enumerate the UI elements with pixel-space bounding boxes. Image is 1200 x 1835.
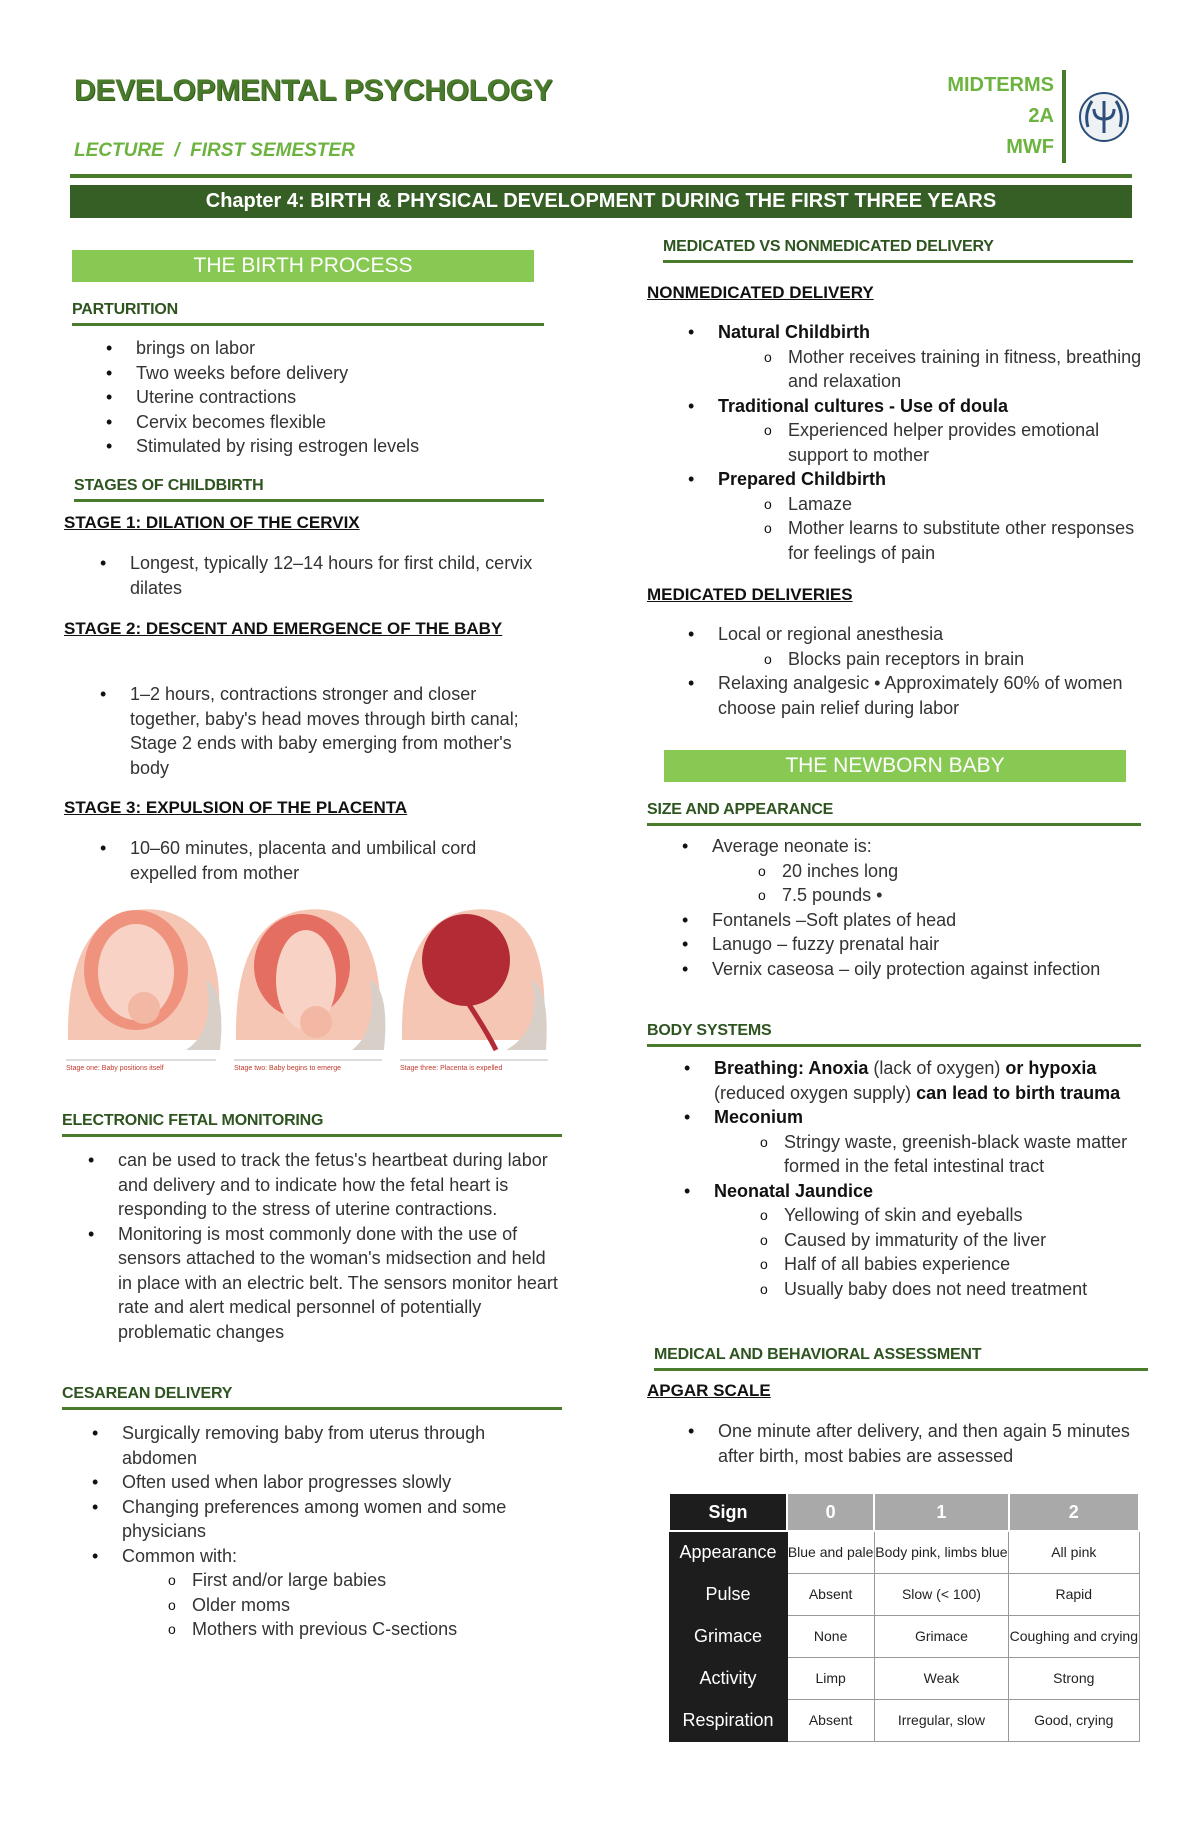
nonmedicated-heading: NONMEDICATED DELIVERY	[647, 283, 874, 302]
table-row	[669, 1699, 1139, 1741]
parturition-list	[96, 336, 556, 459]
cesarean-heading: CESAREAN DELIVERY	[62, 1385, 562, 1410]
list-item: • One minute after delivery, and then again 5 minutes after birth, most babies are assessed	[678, 1419, 1148, 1468]
table-cell: Coughing and crying	[1009, 1615, 1139, 1657]
list-subitem: o Experienced helper provides emotional support to mother	[678, 418, 1144, 467]
traditional-cultures-label: Traditional cultures - Use of doula	[718, 395, 1009, 416]
list-subitem: o Caused by immaturity of the liver	[674, 1228, 1144, 1253]
list-item	[674, 1105, 1144, 1130]
list-item: • Longest, typically 12–14 hours for first child, cervix dilates	[90, 551, 540, 600]
table-cell: Blue and pale	[787, 1531, 874, 1573]
midterms-label: MIDTERMS	[947, 74, 1054, 96]
list-item: • Cervix becomes flexible	[96, 410, 556, 435]
list-item: • Two weeks before delivery	[96, 361, 556, 386]
stage-two-illustration	[234, 909, 385, 1060]
stage-one-illustration	[66, 909, 221, 1060]
figure-caption-stage-two: Stage two: Baby begins to emerge	[234, 1065, 342, 1072]
medicated-heading: MEDICATED DELIVERIES	[647, 585, 853, 604]
figure-caption-stage-three: Stage three: Placenta is expelled	[400, 1065, 503, 1072]
body-systems-heading: BODY SYSTEMS	[647, 1022, 1141, 1047]
document-title: DEVELOPMENTAL PSYCHOLOGY	[74, 74, 553, 107]
medicated-list	[678, 622, 1144, 720]
header-score-0: 0	[787, 1493, 874, 1531]
breathing-text: (lack of oxygen)	[868, 1058, 1006, 1078]
hypoxia-text: (reduced oxygen supply)	[714, 1082, 917, 1103]
efm-heading: ELECTRONIC FETAL MONITORING	[62, 1112, 562, 1137]
birth-trauma-text: can lead to birth trauma	[916, 1082, 1121, 1103]
stage3-heading: STAGE 3: EXPULSION OF THE PLACENTA	[64, 798, 408, 817]
header-score-2: 2	[1009, 1493, 1139, 1531]
list-item: • Uterine contractions	[96, 385, 556, 410]
list-item: • 10–60 minutes, placenta and umbilical cord expelled from mother	[90, 836, 540, 885]
table-cell: Absent	[787, 1573, 874, 1615]
sign-cell: Pulse	[669, 1573, 787, 1615]
stage2-list	[90, 682, 550, 780]
childbirth-stages-figure	[66, 900, 550, 1072]
table-row	[669, 1615, 1139, 1657]
sign-cell: Activity	[669, 1657, 787, 1699]
jaundice-label: Neonatal Jaundice	[714, 1180, 874, 1201]
list-item: • Stimulated by rising estrogen levels	[96, 434, 556, 459]
table-cell: Limp	[787, 1657, 874, 1699]
list-subitem: o Mother receives training in fitness, breathing and relaxation	[678, 345, 1144, 394]
nonmedicated-list	[678, 320, 1144, 565]
apgar-heading: APGAR SCALE	[647, 1381, 771, 1400]
list-item: • 1–2 hours, contractions stronger and closer together, baby's head moves through birth canal; Stage 2 ends with baby emerging from mother's body	[90, 682, 550, 780]
list-item	[678, 320, 1144, 345]
stage-three-illustration	[400, 909, 548, 1060]
natural-childbirth-label: Natural Childbirth	[718, 322, 870, 342]
list-item: • Vernix caseosa – oily protection against infection	[672, 957, 1142, 982]
table-row	[669, 1531, 1139, 1573]
stage2-heading: STAGE 2: DESCENT AND EMERGENCE OF THE BABY	[64, 619, 503, 638]
list-subitem: o Stringy waste, greenish-black waste matter formed in the fetal intestinal tract	[674, 1130, 1144, 1179]
list-item	[678, 394, 1144, 419]
list-subitem: o Older moms	[82, 1593, 562, 1618]
newborn-baby-banner: THE NEWBORN BABY	[664, 750, 1126, 782]
list-item	[674, 1179, 1144, 1204]
list-item: • can be used to track the fetus's heartbeat during labor and delivery and to indicate how the fetal heart is responding to the stress of uterine contractions.	[78, 1148, 558, 1222]
list-item: • brings on labor	[96, 336, 556, 361]
list-item	[678, 467, 1144, 492]
efm-list	[78, 1148, 558, 1344]
table-cell: Slow (< 100)	[874, 1573, 1008, 1615]
hypoxia-label: or hypoxia	[1005, 1058, 1097, 1078]
list-item: • Relaxing analgesic • Approximately 60% of women choose pain relief during labor	[678, 671, 1144, 720]
chapter-title: Chapter 4: BIRTH & PHYSICAL DEVELOPMENT DURING THE FIRST THREE YEARS	[70, 185, 1132, 218]
list-subitem: o 20 inches long	[672, 859, 1142, 884]
assessment-heading: MEDICAL AND BEHAVIORAL ASSESSMENT	[654, 1346, 1148, 1371]
list-item: • Average neonate is:	[672, 834, 1142, 859]
sign-cell: Respiration	[669, 1699, 787, 1741]
table-cell: Body pink, limbs blue	[874, 1531, 1008, 1573]
cesarean-list	[82, 1421, 562, 1642]
birth-process-banner: THE BIRTH PROCESS	[72, 250, 534, 282]
medicated-vs-nonmedicated-heading: MEDICATED VS NONMEDICATED DELIVERY	[663, 238, 1133, 263]
table-cell: Good, crying	[1009, 1699, 1139, 1741]
stage1-heading: STAGE 1: DILATION OF THE CERVIX	[64, 513, 360, 532]
apgar-list	[678, 1419, 1148, 1468]
table-header-row	[669, 1493, 1139, 1531]
header-sign: Sign	[669, 1493, 787, 1531]
breathing-label: Breathing: Anoxia	[714, 1058, 869, 1078]
list-subitem: o Mother learns to substitute other responses for feelings of pain	[678, 516, 1144, 565]
midterms-block	[947, 70, 1132, 163]
schedule-label: MWF	[1006, 136, 1054, 158]
table-cell: Grimace	[874, 1615, 1008, 1657]
table-row	[669, 1573, 1139, 1615]
figure-caption-stage-one: Stage one: Baby positions itself	[66, 1065, 164, 1072]
list-item: • Lanugo – fuzzy prenatal hair	[672, 932, 1142, 957]
list-subitem: o Blocks pain receptors in brain	[678, 647, 1144, 672]
list-subitem: o 7.5 pounds •	[672, 883, 1142, 908]
table-cell: None	[787, 1615, 874, 1657]
table-cell: All pink	[1009, 1531, 1139, 1573]
list-subitem: o Lamaze	[678, 492, 1144, 517]
apgar-table	[668, 1492, 1140, 1742]
stage3-list	[90, 836, 540, 885]
list-item: • Often used when labor progresses slowly	[82, 1470, 562, 1495]
list-subitem: o Half of all babies experience	[674, 1252, 1144, 1277]
list-item: • Local or regional anesthesia	[678, 622, 1144, 647]
table-cell: Strong	[1009, 1657, 1139, 1699]
meconium-label: Meconium	[714, 1107, 804, 1127]
list-item: • Common with:	[82, 1544, 562, 1569]
list-item: • Monitoring is most commonly done with the use of sensors attached to the woman's midsection and held in place with an electric belt. The sensors monitor heart rate and alert medical personnel of potentially problematic changes	[78, 1222, 558, 1345]
list-item: • Changing preferences among women and some physicians	[82, 1495, 562, 1544]
table-cell: Weak	[874, 1657, 1008, 1699]
list-subitem: o Yellowing of skin and eyeballs	[674, 1203, 1144, 1228]
sign-cell: Appearance	[669, 1531, 787, 1573]
table-row	[669, 1657, 1139, 1699]
stages-heading: STAGES OF CHILDBIRTH	[74, 477, 544, 502]
list-subitem: o Usually baby does not need treatment	[674, 1277, 1144, 1302]
midterms-text	[947, 70, 1066, 163]
section-label: 2A	[1028, 105, 1054, 127]
table-cell: Rapid	[1009, 1573, 1139, 1615]
size-appearance-heading: SIZE AND APPEARANCE	[647, 801, 1141, 826]
header-rule	[70, 174, 1132, 178]
header-score-1: 1	[874, 1493, 1008, 1531]
list-subitem: o Mothers with previous C-sections	[82, 1617, 562, 1642]
body-systems-list	[674, 1056, 1144, 1301]
document-subtitle: LECTURE / FIRST SEMESTER	[74, 140, 355, 161]
parturition-heading: PARTURITION	[72, 301, 544, 326]
stage1-list	[90, 551, 540, 600]
list-subitem: o First and/or large babies	[82, 1568, 562, 1593]
list-item	[674, 1056, 1144, 1105]
size-appearance-list	[672, 834, 1142, 981]
table-cell: Absent	[787, 1699, 874, 1741]
sign-cell: Grimace	[669, 1615, 787, 1657]
list-item: • Fontanels –Soft plates of head	[672, 908, 1142, 933]
list-item: • Surgically removing baby from uterus through abdomen	[82, 1421, 562, 1470]
table-cell: Irregular, slow	[874, 1699, 1008, 1741]
prepared-childbirth-label: Prepared Childbirth	[718, 469, 887, 489]
psychology-logo-icon	[1076, 89, 1132, 145]
